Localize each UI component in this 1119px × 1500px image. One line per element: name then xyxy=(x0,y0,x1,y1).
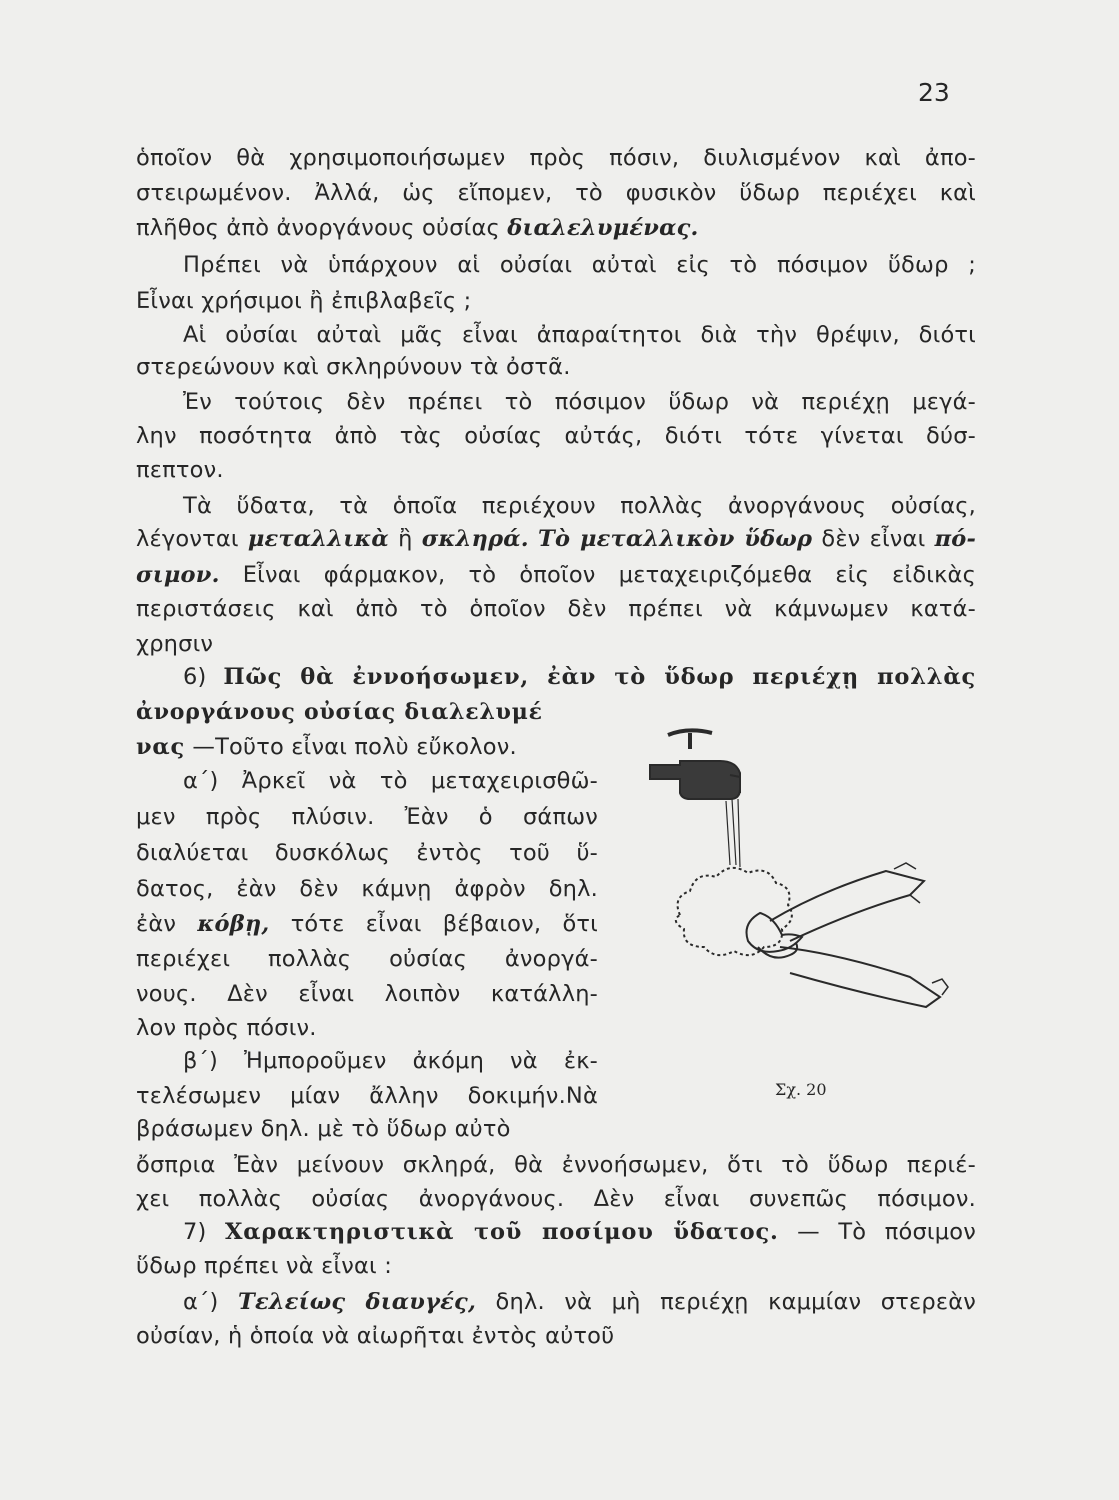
text-line: β΄) Ἠμποροῦμεν ἀκόμη νὰ ἐκ- xyxy=(183,1048,598,1074)
text-span: λέγονται xyxy=(136,526,248,552)
emphasis-text: σκληρά. xyxy=(421,526,529,552)
text-line: πεπτον. xyxy=(136,457,224,483)
emphasis-text: κόβῃ, xyxy=(197,911,270,937)
text-line xyxy=(136,736,517,759)
text-line: χει πολλὰς οὐσίας ἀνοργάνους. Δὲν εἶναι συνεπῶς πόσιμον. xyxy=(136,1186,976,1212)
section-heading xyxy=(183,666,976,689)
text-line: ὁποῖον θὰ χρησιμοποιήσωμεν πρὸς πόσιν, διυλισμένον καὶ ἀπο- xyxy=(136,145,976,171)
text-line xyxy=(183,1291,976,1314)
text-span: τότε εἶναι βέβαιον, ὅτι xyxy=(269,911,598,937)
text-span: Εἶναι φάρμακον, τὸ ὁποῖον μεταχειριζόμεθα εἰς εἰδικὰς xyxy=(219,562,976,588)
text-line: τελέσωμεν μίαν ἄλλην δοκιμήν.Νὰ xyxy=(136,1083,598,1109)
text-line: Εἶναι χρήσιμοι ἢ ἐπιβλαβεῖς ; xyxy=(136,288,472,314)
lower-arm xyxy=(780,947,940,1007)
text-line xyxy=(136,913,598,936)
page-number: 23 xyxy=(918,78,950,107)
emphasis-text: διαλελυμένας. xyxy=(507,215,699,241)
text-line: λον πρὸς πόσιν. xyxy=(136,1015,317,1041)
upper-arm xyxy=(770,871,924,941)
text-line: Τὰ ὕδατα, τὰ ὁποῖα περιέχουν πολλὰς ἀνοργάνους οὐσίας, xyxy=(183,493,976,519)
heading-text: νας xyxy=(136,734,186,760)
soap-foam xyxy=(676,868,792,955)
text-line: λην ποσότητα ἀπὸ τὰς οὐσίας αὐτάς, διότι τότε γίνεται δύσ- xyxy=(136,423,976,449)
section-heading xyxy=(183,1221,976,1244)
faucet-body xyxy=(650,761,740,799)
text-span: ἢ xyxy=(388,526,422,552)
heading-text: Πῶς θὰ ἐννοήσωμεν, ἐὰν τὸ ὕδωρ περιέχῃ πολλὰς xyxy=(223,664,976,690)
text-line: δατος, ἐὰν δὲν κάμνῃ ἀφρὸν δηλ. xyxy=(136,876,598,902)
text-line: διαλύεται δυσκόλως ἐντὸς τοῦ ὕ- xyxy=(136,840,598,866)
text-line: μεν πρὸς πλύσιν. Ἐὰν ὁ σάπων xyxy=(136,804,598,830)
heading-text: Χαρακτηριστικὰ τοῦ ποσίμου ὕδατος. xyxy=(225,1219,779,1245)
text-line: Ἐν τούτοις δὲν πρέπει τὸ πόσιμον ὕδωρ νὰ περιέχῃ μεγά- xyxy=(183,389,976,415)
section-number: 6) xyxy=(183,664,224,690)
text-line: χρησιν xyxy=(136,631,214,657)
text-line: ὄσπρια Ἐὰν μείνουν σκληρά, θὰ ἐννοήσωμεν, ὅτι τὸ ὕδωρ περιέ- xyxy=(136,1152,976,1178)
text-line: στειρωμένον. Ἀλλά, ὡς εἴπομεν, τὸ φυσικὸν ὕδωρ περιέχει καὶ xyxy=(136,180,976,206)
figure-caption: Σχ. 20 xyxy=(775,1080,827,1099)
text-line: περιστάσεις καὶ ἀπὸ τὸ ὁποῖον δὲν πρέπει νὰ κάμνωμεν κατά- xyxy=(136,596,976,622)
emphasis-text: πό- xyxy=(934,526,976,552)
text-line xyxy=(136,564,976,587)
text-line xyxy=(136,528,976,551)
text-span: α΄) xyxy=(183,1289,238,1315)
text-line: στερεώνουν καὶ σκληρύνουν τὰ ὀστᾶ. xyxy=(136,354,571,380)
section-number: 7) xyxy=(183,1219,225,1245)
text-line: νους. Δὲν εἶναι λοιπὸν κατάλλη- xyxy=(136,981,598,1007)
emphasis-text: Τελείως διαυγές, xyxy=(238,1289,476,1315)
text-span: —Τοῦτο εἶναι πολὺ εὔκολον. xyxy=(185,734,517,760)
faucet-handwashing-illustration xyxy=(640,715,990,1075)
text-span xyxy=(529,526,538,552)
text-line: ὕδωρ πρέπει νὰ εἶναι : xyxy=(136,1253,392,1279)
heading-line: ἀνοργάνους οὐσίας διαλελυμέ xyxy=(136,699,543,725)
text-span: πλῆθος ἀπὸ ἀνοργάνους οὐσίας xyxy=(136,215,508,241)
text-line: α΄) Ἀρκεῖ νὰ τὸ μεταχειρισθῶ- xyxy=(183,768,598,794)
text-span: — Τὸ πόσιμον xyxy=(778,1219,976,1245)
text-line: Αἱ οὐσίαι αὐταὶ μᾶς εἶναι ἀπαραίτητοι διὰ τὴν θρέψιν, διότι xyxy=(183,322,976,348)
text-span: δηλ. νὰ μὴ περιέχῃ καμμίαν στερεὰν xyxy=(475,1289,977,1315)
emphasis-text: σιμον. xyxy=(136,562,220,588)
emphasis-text: Τὸ μεταλλικὸν ὕδωρ xyxy=(538,526,813,552)
text-span: ἐὰν xyxy=(136,911,198,937)
text-line: βράσωμεν δηλ. μὲ τὸ ὕδωρ αὐτὸ xyxy=(136,1116,511,1142)
text-line: Πρέπει νὰ ὑπάρχουν αἱ οὐσίαι αὐταὶ εἰς τὸ πόσιμον ὕδωρ ; xyxy=(183,252,976,278)
text-line: περιέχει πολλὰς οὐσίας ἀνοργά- xyxy=(136,946,598,972)
emphasis-text: μεταλλικὰ xyxy=(247,526,389,552)
water-stream xyxy=(726,799,740,867)
text-line xyxy=(136,217,699,240)
text-span: δὲν εἶναι xyxy=(812,526,935,552)
text-line: οὐσίαν, ἡ ὁποία νὰ αἰωρῆται ἐντὸς αὐτοῦ xyxy=(136,1323,615,1349)
